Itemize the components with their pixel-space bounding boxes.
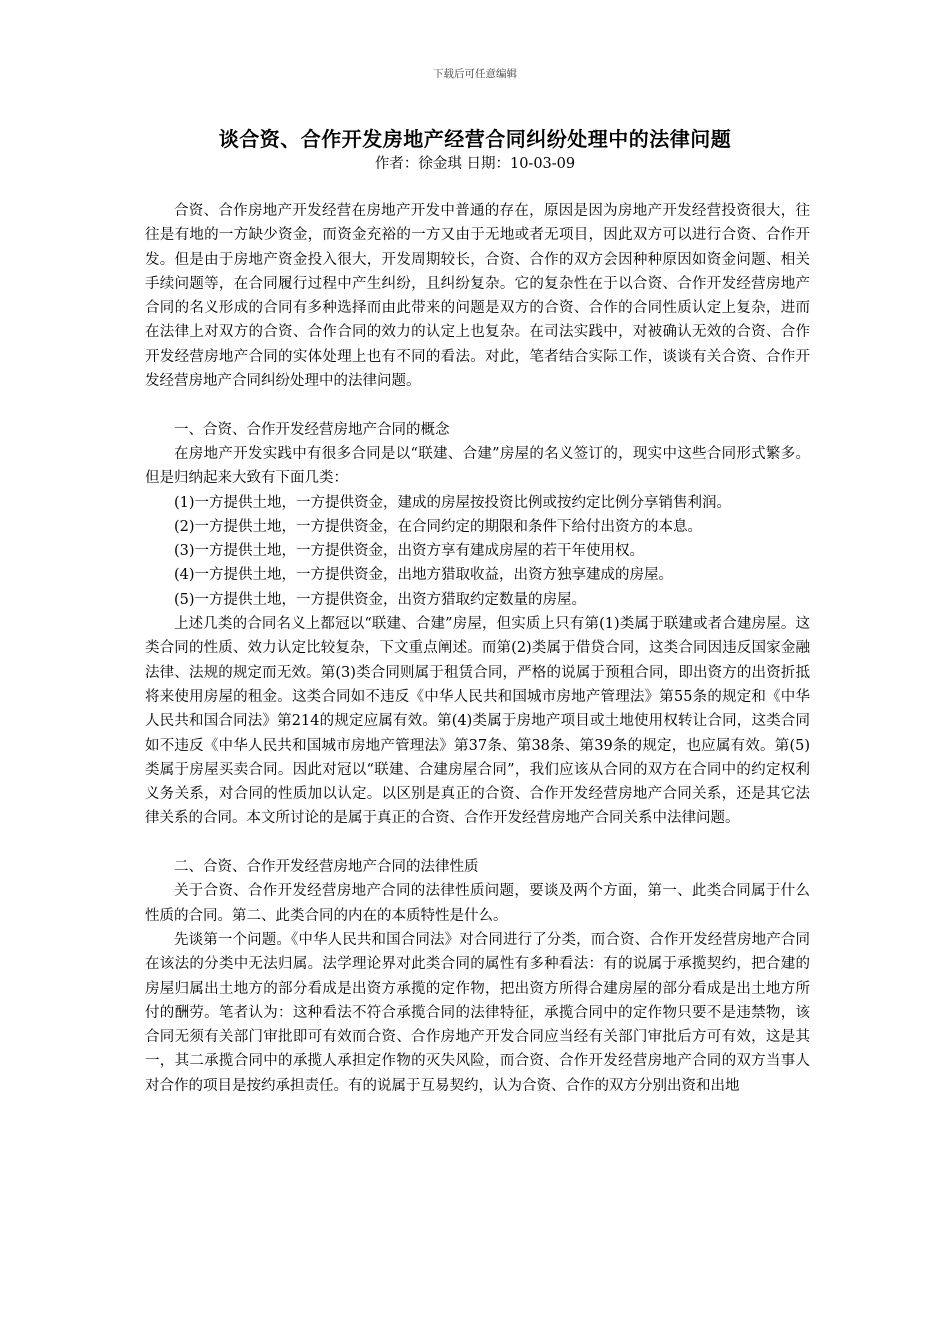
section-2-heading: 二、合资、合作开发经营房地产合同的法律性质 [174, 859, 479, 876]
section-1-lead: 在房地产开发实践中有很多合同是以“联建、合建”房屋的名义签订的，现实中这些合同形式繁多。但是归纳起来大致有下面几类： [145, 445, 810, 487]
document-title: 谈合资、合作开发房地产经营合同纠纷处理中的法律问题 [218, 127, 732, 151]
contract-type-item: (2)一方提供土地，一方提供资金，在合同约定的期限和条件下给付出资方的本息。 [174, 518, 703, 535]
section-2-lead: 关于合资、合作开发经营房地产合同的法律性质问题，要谈及两个方面，第一、此类合同属于什么性质的合同。第二、此类合同的内在的本质特性是什么。 [145, 883, 810, 924]
section-1-analysis: 上述几类的合同名义上都冠以“联建、合建”房屋，但实质上只有第(1)类属于联建或者合建房屋。这类合同的性质、效力认定比较复杂，下文重点阐述。而第(2)类属于借贷合同，这类合同因违反国家金融法律、法规的规定而无效。第(3)类合同则属于租赁合同，严格的说属于预租合同，即出资方的出资折抵将来使用房屋的租金。这类合同如不违反《中华人民共和国城市房地产管理法》第55条的规定和《中华人民共和国合同法》第214的规定应属有效。第(4)类属于房地产项目或土地使用权转让合同，这类合同如不违反《中华人民共和国城市房地产管理法》第37条、第38条、第39条的规定，也应属有效。第(5)类属于房屋买卖合同。因此对冠以“联建、合建房屋合同”，我们应该从合同的双方在合同中的约定权利义务关系，对合同的性质加以认定。以区别是真正的合资、合作开发经营房地产合同关系，还是其它法律关系的合同。本文所讨论的是属于真正的合资、合作开发经营房地产合同关系中法律问题。 [145, 616, 810, 827]
contract-type-item: (4)一方提供土地，一方提供资金，出地方猎取收益，出资方独享建成的房屋。 [174, 567, 674, 584]
intro-paragraph: 合资、合作房地产开发经营在房地产开发中普通的存在，原因是因为房地产开发经营投资很大，往往是有地的一方缺少资金，而资金充裕的一方又由于无地或者无项目，因此双方可以进行合资、合作开发。但是由于房地产资金投入很大，开发周期较长，合资、合作的双方会因种种原因如资金问题、相关手续问题等，在合同履行过程中产生纠纷，且纠纷复杂。它的复杂性在于以合资、合作开发经营房地产合同的名义形成的合同有多种选择而由此带来的问题是双方的合资、合作的合同性质认定上复杂，进而在法律上对双方的合资、合作合同的效力的认定上也复杂。在司法实践中，对被确认无效的合资、合作开发经营房地产合同的实体处理上也有不同的看法。对此，笔者结合实际工作，谈谈有关合资、合作开发经营房地产合同纠纷处理中的法律问题。 [145, 203, 810, 390]
contract-type-item: (5)一方提供土地，一方提供资金，出资方猎取约定数量的房屋。 [174, 591, 587, 608]
author-date-line: 作者：徐金琪 日期：10-03-09 [374, 156, 576, 172]
header-note: 下载后可任意编辑 [433, 68, 517, 80]
contract-type-item: (1)一方提供土地，一方提供资金，建成的房屋按投资比例或按约定比例分享销售利润。 [174, 494, 732, 511]
document-body [145, 199, 810, 1098]
contract-type-item: (3)一方提供土地，一方提供资金，出资方享有建成房屋的若干年使用权。 [174, 543, 645, 560]
section-1-heading: 一、合资、合作开发经营房地产合同的概念 [174, 421, 450, 438]
section-2-paragraph: 先谈第一个问题。《中华人民共和国合同法》对合同进行了分类，而合资、合作开发经营房地产合同在该法的分类中无法归属。法学理论界对此类合同的属性有多种看法：有的说属于承揽契约，把合建的房屋归属出土地方的部分看成是出资方承揽的定作物，把出资方所得合建房屋的部分看成是出土地方所付的酬劳。笔者认为：这种看法不符合承揽合同的法律特征，承揽合同中的定作物只要不是违禁物，该合同无须有关部门审批即可有效而合资、合作房地产开发合同应当经有关部门审批后方可有效，这是其一，其二承揽合同中的承揽人承担定作物的灭失风险，而合资、合作开发经营房地产合同的双方当事人对合作的项目是按约承担责任。有的说属于互易契约，认为合资、合作的双方分别出资和出地 [145, 931, 810, 1094]
